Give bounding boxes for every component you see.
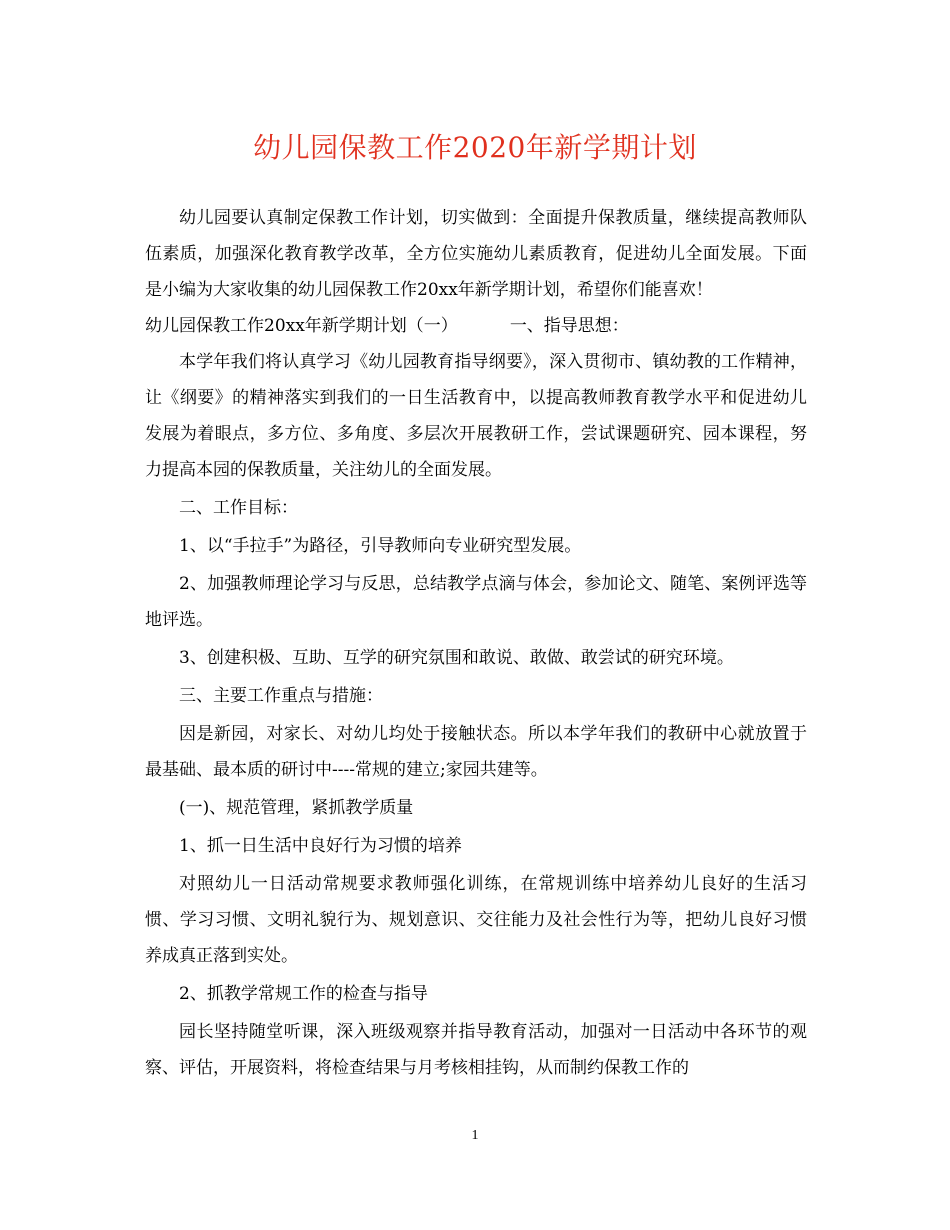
goal-item-2: 2、加强教师理论学习与反思，总结教学点滴与体会，参加论文、随笔、案例评选等地评选。	[145, 574, 807, 630]
intro-paragraph: 幼儿园要认真制定保教工作计划，切实做到：全面提升保教质量，继续提高教师队伍素质，加强深化教育教学改革，全方位实施幼儿素质教育，促进幼儿全面发展。下面是小编为大家收集的幼儿园保教工作20xx年新学期计划，希望你们能喜欢！	[145, 208, 807, 300]
guiding-ideas-paragraph: 本学年我们将认真学习《幼儿园教育指导纲要》，深入贯彻市、镇幼教的工作精神，让《纲要》的精神落实到我们的一日生活教育中，以提高教师教育教学水平和促进幼儿发展为着眼点，多方位、多角度、多层次开展教研工作，尝试课题研究、园本课程，努力提高本园的保教质量，关注幼儿的全面发展。	[145, 352, 807, 480]
item-heading-inspection: 2、抓教学常规工作的检查与指导	[179, 984, 428, 1004]
section-heading-work-goals: 二、工作目标：	[179, 498, 298, 518]
plan-subtitle-line	[145, 308, 807, 344]
goal-item-1: 1、以“手拉手”为路径，引导教师向专业研究型发展。	[179, 536, 582, 556]
subsection-heading-management: (一)、规范管理，紧抓教学质量	[179, 798, 414, 818]
document-body	[145, 200, 807, 1086]
plan-subtitle: 幼儿园保教工作20xx年新学期计划（一）	[145, 316, 458, 336]
habits-paragraph: 对照幼儿一日活动常规要求教师强化训练，在常规训练中培养幼儿良好的生活习惯、学习习惯、文明礼貌行为、规划意识、交往能力及社会性行为等，把幼儿良好习惯养成真正落到实处。	[145, 874, 807, 966]
page-number: 1	[471, 1128, 479, 1143]
document-title: 幼儿园保教工作2020年新学期计划	[253, 131, 697, 164]
goal-item-3: 3、创建积极、互助、互学的研究氛围和敢说、敢做、敢尝试的研究环境。	[179, 648, 734, 668]
section-heading-guiding-ideas: 一、指导思想：	[509, 316, 629, 336]
item-heading-habits: 1、抓一日生活中良好行为习惯的培养	[179, 836, 462, 856]
inspection-paragraph: 园长坚持随堂听课，深入班级观察并指导教育活动，加强对一日活动中各环节的观察、评估，开展资料，将检查结果与月考核相挂钩，从而制约保教工作的	[145, 1022, 807, 1078]
section-heading-key-measures: 三、主要工作重点与措施：	[179, 686, 383, 706]
key-measures-paragraph: 因是新园，对家长、对幼儿均处于接触状态。所以本学年我们的教研中心就放置于最基础、最本质的研讨中----常规的建立;家园共建等。	[145, 724, 807, 780]
